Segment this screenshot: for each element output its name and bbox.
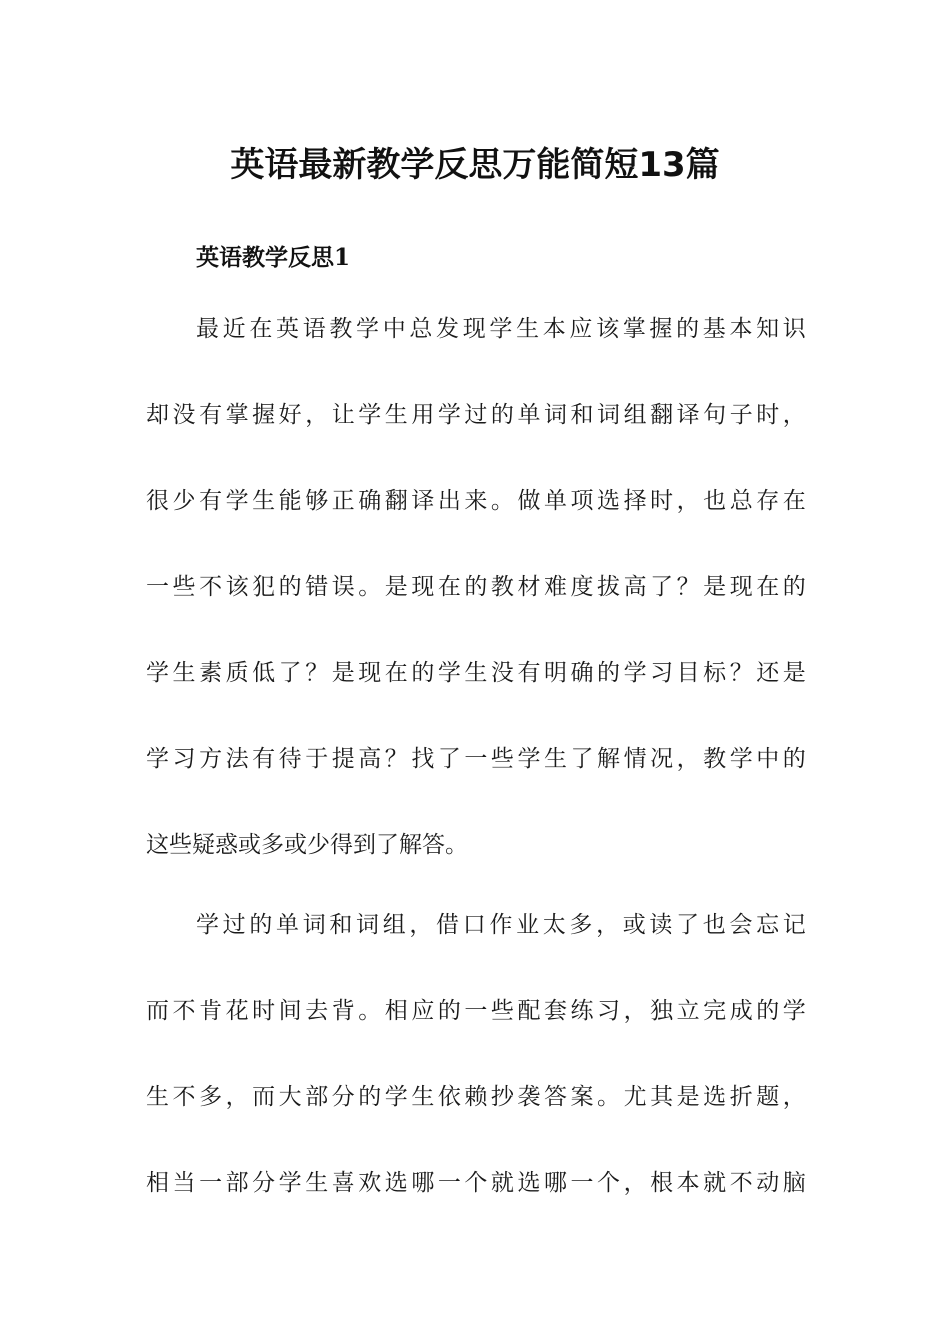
section-heading: 英语教学反思1: [196, 244, 351, 271]
paragraph-line: 学 过 的 单 词 和 词 组 ， 借 口 作 业 太 多 ， 或 读 了 也 会 忘 记: [196, 912, 806, 938]
document-title: 英语最新教学反思万能简短13篇: [230, 145, 720, 185]
paragraph-line: 生 不 多 ， 而 大 部 分 的 学 生 依 赖 抄 袭 答 案 。 尤 其 是 选 折 题 ，: [146, 1084, 806, 1110]
paragraph-line: 学 习 方 法 有 待 于 提 高 ？ 找 了 一 些 学 生 了 解 情 况 ， 教 学 中 的: [146, 746, 806, 772]
paragraph-line: 很 少 有 学 生 能 够 正 确 翻 译 出 来 。 做 单 项 选 择 时 ， 也 总 存 在: [146, 488, 806, 514]
paragraph-line: 一 些 不 该 犯 的 错 误 。 是 现 在 的 教 材 难 度 拔 高 了 ？ 是 现 在 的: [146, 574, 806, 600]
paragraph-line: 却 没 有 掌 握 好 ， 让 学 生 用 学 过 的 单 词 和 词 组 翻 译 句 子 时 ，: [146, 402, 806, 428]
paragraph-line: 学 生 素 质 低 了 ？ 是 现 在 的 学 生 没 有 明 确 的 学 习 目 标 ？ 还 是: [146, 660, 806, 686]
paragraph-line: 而 不 肯 花 时 间 去 背 。 相 应 的 一 些 配 套 练 习 ， 独 立 完 成 的 学: [146, 998, 806, 1024]
paragraph-line: 最 近 在 英 语 教 学 中 总 发 现 学 生 本 应 该 掌 握 的 基 本 知 识: [196, 316, 806, 342]
paragraph-line: 这些疑惑或多或少得到了解答。: [146, 832, 468, 858]
paragraph-line: 相 当 一 部 分 学 生 喜 欢 选 哪 一 个 就 选 哪 一 个 ， 根 本 就 不 动 脑: [146, 1170, 806, 1196]
